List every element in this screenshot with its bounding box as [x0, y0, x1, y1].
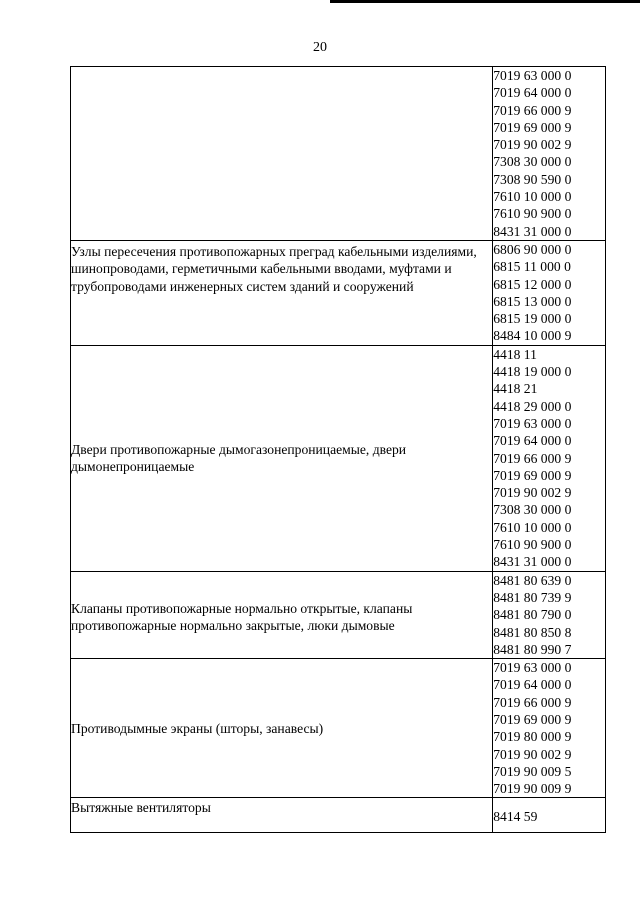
- tnved-code: 8481 80 990 7: [493, 641, 572, 657]
- tnved-code: 7019 66 000 9: [493, 450, 572, 466]
- product-description: Клапаны противопожарные нормально открытые, клапаны противопожарные нормально закрытые, люки дымовые: [71, 600, 413, 633]
- tnved-code: 7019 69 000 9: [493, 467, 572, 483]
- tnved-code: 8431 31 000 0: [493, 223, 572, 239]
- page-number: 20: [313, 40, 327, 55]
- tnved-codes-cell: [493, 240, 606, 345]
- tnved-code: 7019 90 009 9: [493, 781, 572, 797]
- tnved-codes-cell: [493, 571, 606, 658]
- table-row: [71, 345, 606, 571]
- tnved-code: 6815 12 000 0: [493, 276, 572, 292]
- tnved-codes-cell: [493, 798, 606, 833]
- tnved-code: 7019 66 000 9: [493, 102, 572, 118]
- tnved-code: 7019 90 002 9: [493, 746, 572, 762]
- tnved-code: 8481 80 850 8: [493, 624, 572, 640]
- tnved-code: 7610 10 000 0: [493, 519, 572, 535]
- tnved-code: 7019 63 000 0: [493, 415, 572, 431]
- product-description-cell: [71, 345, 493, 571]
- product-description-cell: [71, 67, 493, 241]
- product-description-cell: [71, 798, 493, 833]
- table-row: [71, 67, 606, 241]
- product-description-cell: [71, 571, 493, 658]
- tnved-code: 7019 63 000 0: [493, 660, 572, 676]
- tnved-code: 7019 69 000 9: [493, 711, 572, 727]
- tnved-code: 4418 21: [493, 381, 538, 397]
- tnved-code: 7019 90 002 9: [493, 137, 572, 153]
- product-description: Двери противопожарные дымогазонепроницаемые, двери дымонепроницаемые: [71, 441, 407, 475]
- tnved-code: 4418 29 000 0: [493, 398, 572, 414]
- tnved-code: 8481 80 790 0: [493, 607, 572, 623]
- tnved-code: 8414 59: [493, 808, 538, 824]
- product-description: Вытяжные вентиляторы: [71, 800, 211, 816]
- table-row: [71, 798, 606, 833]
- table-body: [71, 67, 606, 833]
- tnved-code: 6815 11 000 0: [493, 259, 571, 275]
- tnved-codes-cell: [493, 345, 606, 571]
- tnved-code: 7019 66 000 9: [493, 694, 572, 710]
- table-row: [71, 240, 606, 345]
- tnved-code: 8481 80 639 0: [493, 572, 572, 588]
- table-row: [71, 571, 606, 658]
- product-description-cell: [71, 659, 493, 798]
- tnved-code: 7019 63 000 0: [493, 68, 572, 83]
- tnved-code: 7019 64 000 0: [493, 85, 572, 101]
- tnved-code: 6815 19 000 0: [493, 311, 572, 327]
- page-top-border: [330, 0, 640, 3]
- tnved-code: 7019 64 000 0: [493, 433, 572, 449]
- tnved-code: 7308 90 590 0: [493, 171, 572, 187]
- tnved-code: 4418 19 000 0: [493, 364, 572, 380]
- tnved-code: 7019 80 000 9: [493, 729, 572, 745]
- tnved-code: 6815 13 000 0: [493, 293, 572, 309]
- product-description: Противодымные экраны (шторы, занавесы): [71, 720, 324, 736]
- tnved-code: 7308 30 000 0: [493, 502, 572, 518]
- tnved-code: 7610 90 900 0: [493, 206, 572, 222]
- tnved-codes-cell: [493, 67, 606, 241]
- tnved-code: 7019 69 000 9: [493, 119, 572, 135]
- product-codes-table: [70, 66, 606, 833]
- tnved-code: 7019 64 000 0: [493, 677, 572, 693]
- tnved-code: 7308 30 000 0: [493, 154, 572, 170]
- tnved-code: 8431 31 000 0: [493, 554, 572, 570]
- tnved-code: 8484 10 000 9: [493, 328, 572, 344]
- tnved-codes-cell: [493, 659, 606, 798]
- product-description: Узлы пересечения противопожарных преград кабельными изделиями, шинопроводами, герметичными кабельными вводами, муфтами и трубопроводами инженерных систем зданий и сооружений: [71, 243, 477, 294]
- table-row: [71, 659, 606, 798]
- tnved-code: 4418 11: [493, 346, 537, 362]
- tnved-code: 7610 10 000 0: [493, 189, 572, 205]
- tnved-code: 7019 90 002 9: [493, 485, 572, 501]
- tnved-code: 7019 90 009 5: [493, 763, 572, 779]
- tnved-code: 7610 90 900 0: [493, 537, 572, 553]
- tnved-code: 8481 80 739 9: [493, 589, 572, 605]
- product-description-cell: [71, 240, 493, 345]
- tnved-code: 6806 90 000 0: [493, 241, 572, 257]
